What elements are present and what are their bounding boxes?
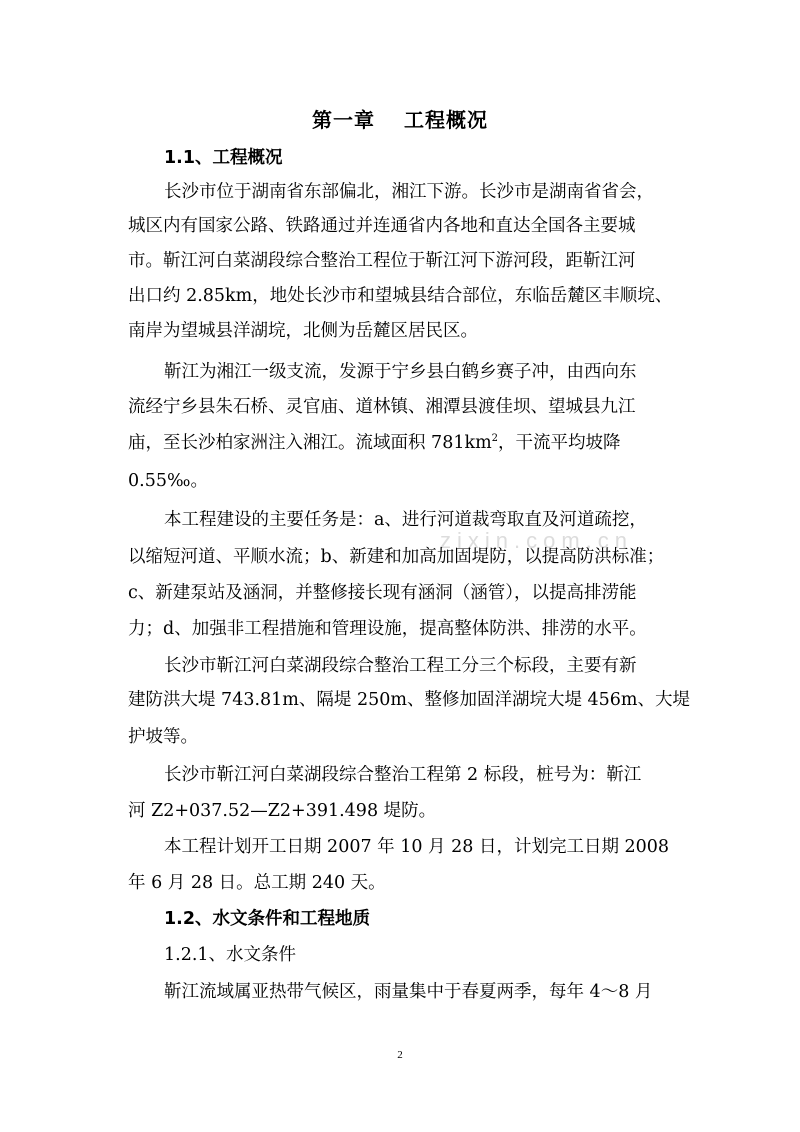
paragraph-line: 年 6 月 28 日。总工期 240 天。 (128, 873, 386, 893)
text-run: 庙，至长沙柏家洲注入湘江。流域面积 781km (128, 433, 492, 453)
paragraph-line: 建防洪大堤 743.81m、隔堤 250m、整修加固洋湖垸大堤 456m、大堤 (128, 690, 691, 710)
paragraph-line: 靳江流域属亚热带气候区，雨量集中于春夏两季，每年 4～8 月 (164, 982, 653, 1002)
page-number: 2 (397, 1049, 403, 1061)
paragraph-line: 0.55‰。 (128, 471, 208, 491)
paragraph-line: 长沙市靳江河白菜湖段综合整治工程第 2 标段，桩号为：靳江 (164, 765, 642, 785)
paragraph-line: 长沙市位于湖南省东部偏北，湘江下游。长沙市是湖南省省会， (164, 182, 654, 202)
paragraph-line: 出口约 2.85km，地处长沙市和望城县结合部位，东临岳麓区丰顺垸、 (128, 286, 673, 306)
paragraph-line: 市。靳江河白菜湖段综合整治工程位于靳江河下游河段，距靳江河 (128, 251, 636, 271)
paragraph-line: 流经宁乡县朱石桥、灵官庙、道林镇、湘潭县渡佳坝、望城县九江 (128, 397, 636, 417)
paragraph-line: c、新建泵站及涵洞，并整修接长现有涵洞（涵管），以提高排涝能 (128, 583, 637, 603)
paragraph-line: 本工程建设的主要任务是：a、进行河道裁弯取直及河道疏挖， (164, 510, 647, 530)
paragraph-line: 以缩短河道、平顺水流；b、新建和加高加固堤防，以提高防洪标准； (128, 547, 665, 567)
paragraph-line: 城区内有国家公路、铁路通过并连通省内各地和直达全国各主要城 (128, 216, 636, 236)
paragraph-line (128, 431, 621, 455)
section-heading-1-2-1: 1.2.1、水文条件 (164, 945, 297, 965)
paragraph-line: 南岸为望城县洋湖垸，北侧为岳麓区居民区。 (128, 321, 478, 341)
text-run: ，干流平均坡降 (498, 433, 621, 453)
paragraph-line: 靳江为湘江一级支流，发源于宁乡县白鹤乡赛子冲，由西向东 (164, 362, 637, 382)
paragraph-line: 河 Z2+037.52—Z2+391.498 堤防。 (128, 801, 437, 821)
watermark: zixin.com.cn (440, 528, 634, 553)
superscript: 2 (491, 433, 499, 445)
chapter-title: 第一章 工程概况 (312, 108, 488, 132)
section-heading-1-2: 1.2、水文条件和工程地质 (164, 909, 371, 929)
paragraph-line: 力；d、加强非工程措施和管理设施，提高整体防洪、排涝的水平。 (128, 619, 647, 639)
paragraph-line: 本工程计划开工日期 2007 年 10 月 28 日，计划完工日期 2008 (164, 837, 670, 857)
section-heading-1-1: 1.1、工程概况 (164, 148, 283, 168)
paragraph-line: 长沙市靳江河白菜湖段综合整治工程工分三个标段，主要有新 (164, 656, 637, 676)
paragraph-line: 护坡等。 (128, 727, 198, 747)
